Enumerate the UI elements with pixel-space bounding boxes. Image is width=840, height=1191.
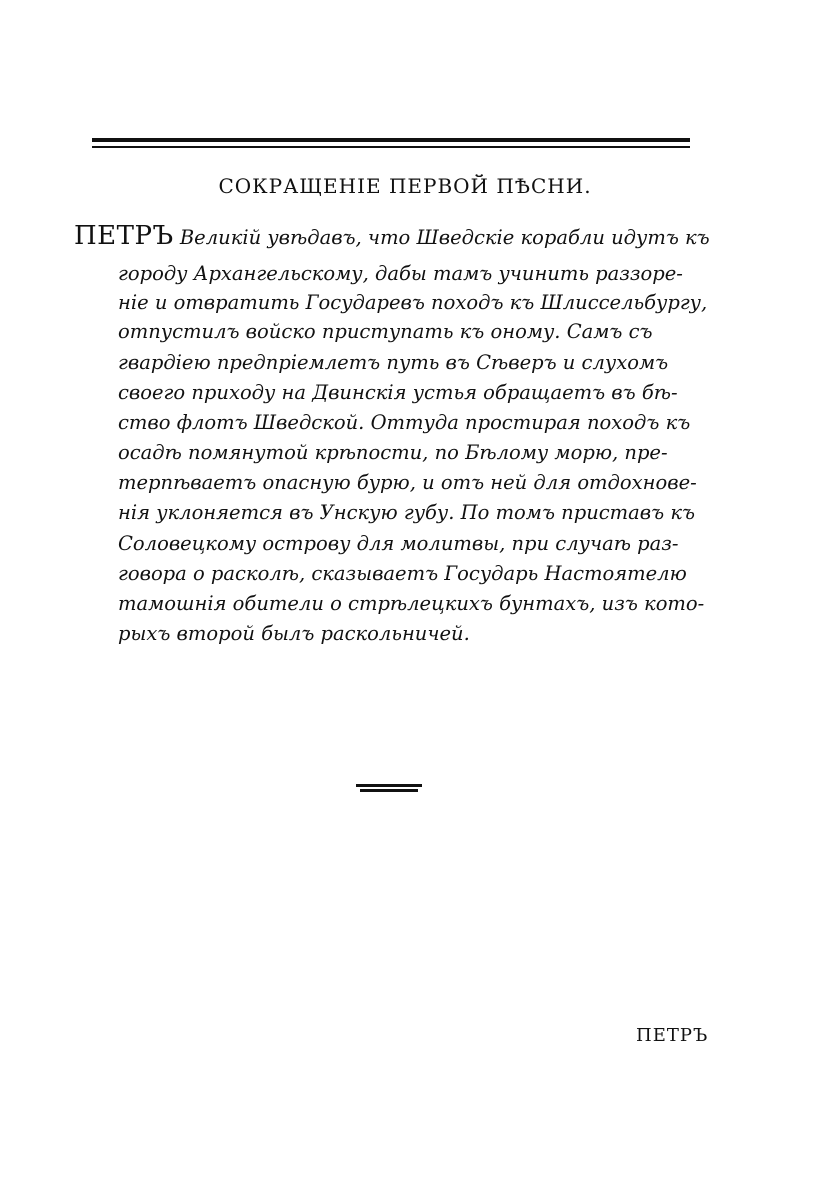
paragraph-line-12: говора о расколѣ, сказываетъ Государь Настоятелю <box>118 562 687 585</box>
paragraph-line-2: городу Архангельскому, дабы тамъ учинить раззоре- <box>118 262 683 285</box>
catchword: ПЕТРЪ <box>636 1025 709 1046</box>
paragraph-line-5: гвардіею предпріемлетъ путь въ Сѣверъ и слухомъ <box>118 351 669 374</box>
paragraph-line-13: тамошнія обители о стрѣлецкихъ бунтахъ, изъ кото- <box>118 592 705 615</box>
paragraph-line-3: ніе и отвратить Государевъ походъ къ Шлиссельбургу, <box>118 291 708 314</box>
page-heading: СОКРАЩЕНІЕ ПЕРВОЙ ПѢСНИ. <box>218 174 592 198</box>
paragraph-line-8: осадѣ помянутой крѣпости, по Бѣлому морю, пре- <box>118 441 668 464</box>
paragraph-line-14: рыхъ второй былъ раскольничей. <box>118 622 470 645</box>
paragraph-line-6: своего приходу на Двинскія устья обращаетъ въ бѣ- <box>118 381 678 404</box>
ornament-bar-top <box>356 784 422 787</box>
lead-word: ПЕТРЪ <box>74 221 174 251</box>
paragraph-line-4: отпустилъ войско приступать къ оному. Самъ съ <box>118 320 653 343</box>
paragraph-line-1 <box>74 221 710 251</box>
ornament-bar-bottom <box>360 789 418 792</box>
paragraph-line-text: Великій увѣдавъ, что Шведскіе корабли идутъ къ <box>173 226 710 249</box>
paragraph-line-7: ство флотъ Шведской. Оттуда простирая походъ къ <box>118 411 691 434</box>
section-ornament <box>356 784 422 794</box>
paragraph-line-9: терпѣваетъ опасную бурю, и отъ ней для отдохнове- <box>118 471 697 494</box>
paragraph-line-10: нія уклоняется въ Унскую губу. По томъ приставъ къ <box>118 501 695 524</box>
paragraph-line-11: Соловецкому острову для молитвы, при случаѣ раз- <box>118 532 679 555</box>
